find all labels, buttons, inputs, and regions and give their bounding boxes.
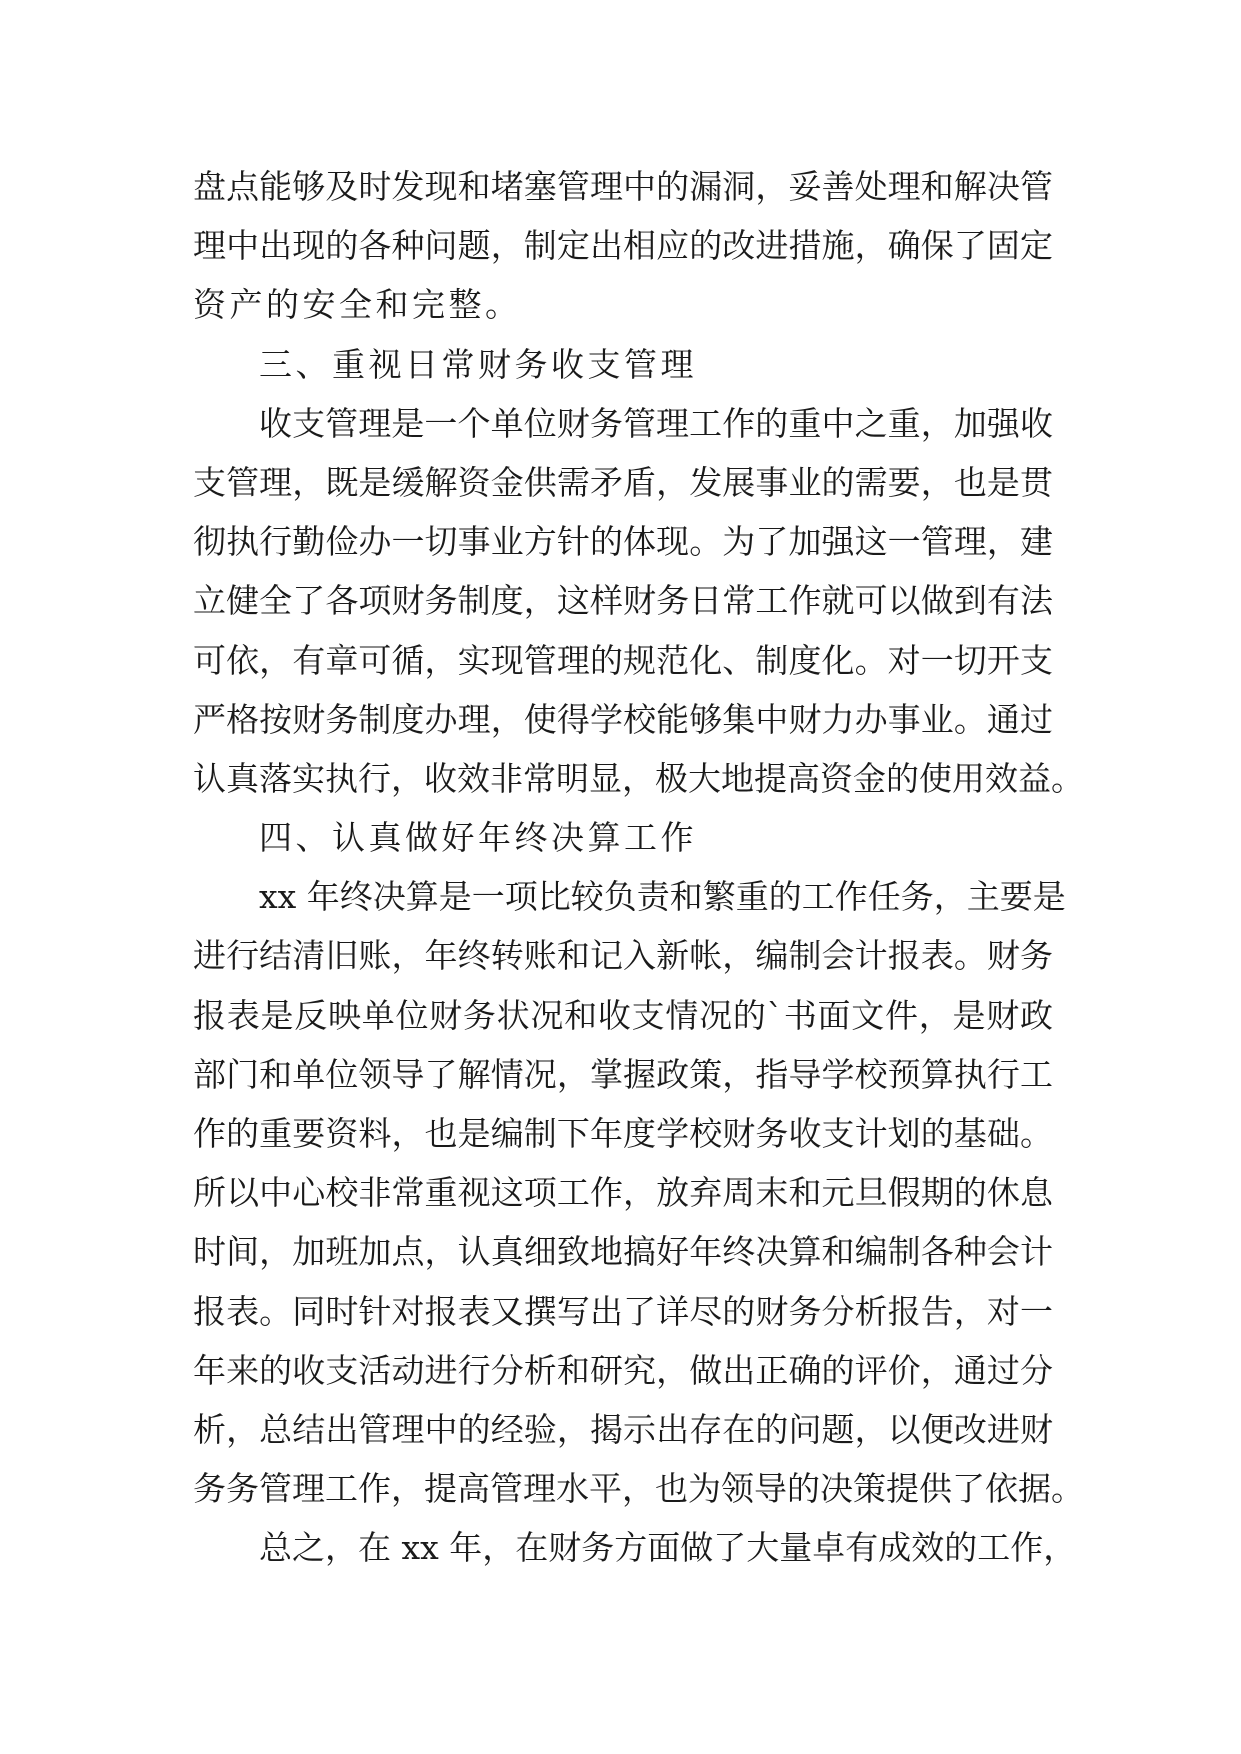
body-line: 进行结清旧账，年终转账和记入新帐，编制会计报表。财务 xyxy=(193,936,1053,976)
section-heading: 四、认真做好年终决算工作 xyxy=(259,818,697,858)
body-line: 彻执行勤俭办一切事业方针的体现。为了加强这一管理，建 xyxy=(193,522,1053,562)
body-line: 析，总结出管理中的经验，揭示出存在的问题，以便改进财 xyxy=(193,1409,1053,1449)
body-line: 部门和单位领导了解情况，掌握政策，指导学校预算执行工 xyxy=(193,1054,1053,1094)
body-line: 资产的安全和完整。 xyxy=(193,285,522,325)
body-line: 收支管理是一个单位财务管理工作的重中之重，加强收 xyxy=(259,403,1053,443)
body-line: 立健全了各项财务制度，这样财务日常工作就可以做到有法 xyxy=(193,581,1053,621)
body-line: 可依，有章可循，实现管理的规范化、制度化。对一切开支 xyxy=(193,640,1053,680)
document-body xyxy=(193,157,1084,1578)
body-line: 严格按财务制度办理，使得学校能够集中财力办事业。通过 xyxy=(193,699,1053,739)
body-line: 务务管理工作，提高管理水平，也为领导的决策提供了依据。 xyxy=(193,1469,1084,1509)
body-line: 年来的收支活动进行分析和研究，做出正确的评价，通过分 xyxy=(193,1350,1053,1390)
body-line: 报表是反映单位财务状况和收支情况的`书面文件，是财政 xyxy=(193,995,1053,1035)
body-line: 认真落实执行，收效非常明显，极大地提高资金的使用效益。 xyxy=(193,758,1084,798)
body-line: 作的重要资料，也是编制下年度学校财务收支计划的基础。 xyxy=(193,1114,1053,1153)
body-line: 理中出现的各种问题，制定出相应的改进措施，确保了固定 xyxy=(193,226,1053,266)
body-line: 支管理，既是缓解资金供需矛盾，发展事业的需要，也是贯 xyxy=(193,462,1053,502)
body-line: 时间，加班加点，认真细致地搞好年终决算和编制各种会计 xyxy=(193,1232,1053,1272)
body-line: 所以中心校非常重视这项工作，放弃周末和元旦假期的休息 xyxy=(193,1173,1053,1213)
body-line: xx 年终决算是一项比较负责和繁重的工作任务，主要是 xyxy=(259,877,1066,917)
body-line: 盘点能够及时发现和堵塞管理中的漏洞，妥善处理和解决管 xyxy=(193,167,1053,206)
body-line: 报表。同时针对报表又撰写出了详尽的财务分析报告，对一 xyxy=(193,1291,1053,1331)
body-line: 总之，在 xx 年，在财务方面做了大量卓有成效的工作， xyxy=(259,1528,1077,1568)
section-heading: 三、重视日常财务收支管理 xyxy=(259,344,697,384)
